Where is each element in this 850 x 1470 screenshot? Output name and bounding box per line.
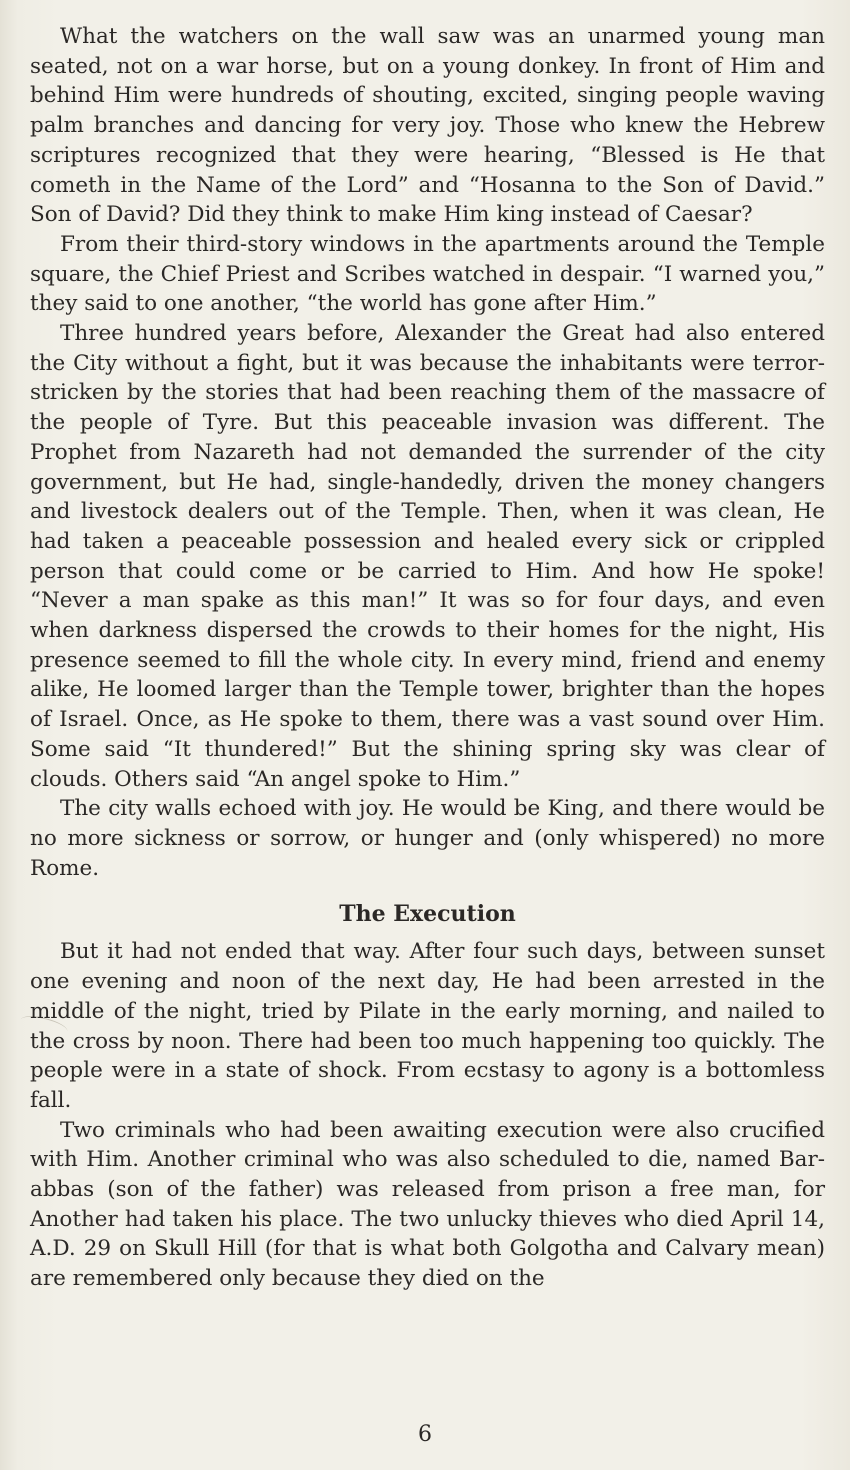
- text-column: [30, 22, 825, 1294]
- paragraph-alexander: Three hundred years before, Alexander the Great had also entered the City without a fight, but it was because the inhabitants were terror-stricken by the stories that had been reaching them of the massacre of the people of Tyre. But this peaceable invasion was different. The Prophet from Nazareth had not demanded the surrender of the city government, but He had, single-handedly, driven the money changers and livestock dealers out of the Temple. Then, when it was clean, He had taken a peaceable possession and healed every sick or crippled person that could come or be carried to Him. And how He spoke! “Never a man spake as this man!” It was so for four days, and even when darkness dispersed the crowds to their homes for the night, His presence seemed to fill the whole city. In every mind, friend and enemy alike, He loomed larger than the Temple tower, brighter than the hopes of Israel. Once, as He spoke to them, there was a vast sound over Him. Some said “It thundered!” But the shining spring sky was clear of clouds. Others said “An angel spoke to Him.”: [30, 321, 825, 792]
- paragraph-city-walls: The city walls echoed with joy. He would be King, and there would be no more sickness or sorrow, or hunger and (only whispered) no more Rome.: [30, 796, 825, 881]
- paragraph-watchers: What the watchers on the wall saw was an unarmed young man seated, not on a war horse, but on a young donkey. In front of Him and behind Him were hundreds of shouting, excited, singing people waving palm branches and dancing for very joy. Those who knew the Hebrew scriptures recognized that they were hearing, “Blessed is He that cometh in the Name of the Lord” and “Hosanna to the Son of David.” Son of David? Did they think to make Him king instead of Caesar?: [30, 24, 825, 228]
- paragraph-not-ended: But it had not ended that way. After four such days, between sunset one evening and noon of the next day, He had been arrested in the middle of the night, tried by Pilate in the early morning, and nailed to the cross by noon. There had been too much happening too quickly. The people were in a state of shock. From ecstasy to agony is a bottomless fall.: [30, 939, 825, 1113]
- page-number: 6: [418, 1422, 432, 1447]
- section-heading: The Execution: [339, 901, 516, 928]
- paragraph-two-criminals: Two criminals who had been awaiting execution were also crucified with Him. Another criminal who was also scheduled to die, named Bar-abbas (son of the father) was released from prison a free man, for Another had taken his place. The two unlucky thieves who died April 14, A.D. 29 on Skull Hill (for that is what both Golgotha and Calvary mean) are remembered only because they died on the: [30, 1117, 825, 1292]
- paragraph-chief-priest: From their third-story windows in the apartments around the Temple square, the Chief Priest and Scribes watched in despair. “I warned you,” they said to one another, “the world has gone after Him.”: [30, 231, 825, 317]
